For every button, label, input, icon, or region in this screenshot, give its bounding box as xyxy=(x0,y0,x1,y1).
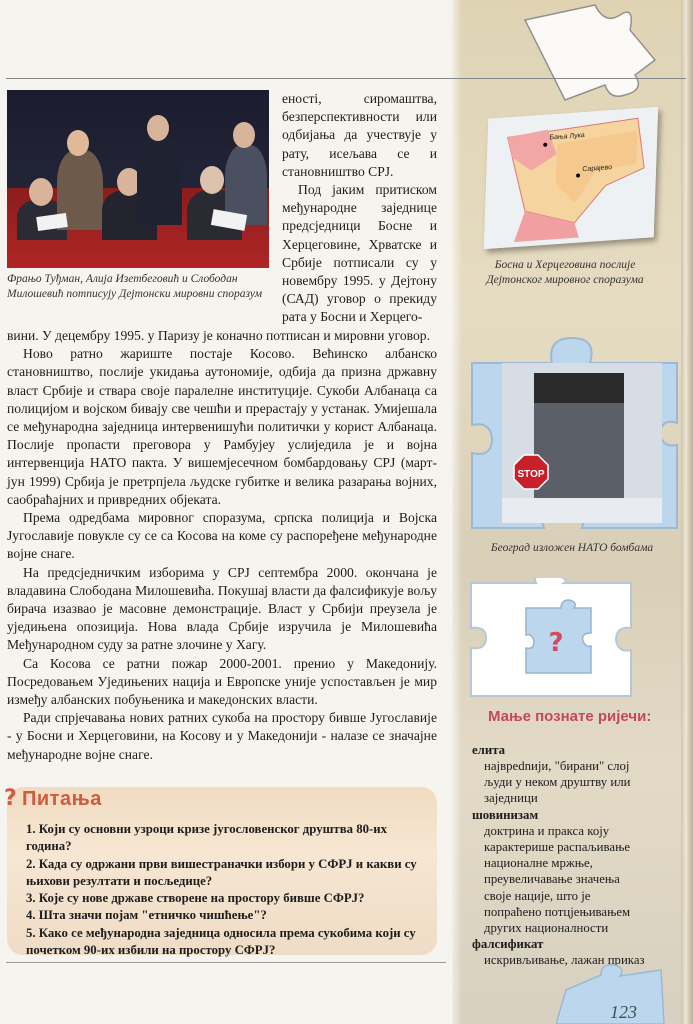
photo-caption: Фрањо Туђман, Алија Изетбеговић и Слободан Милошевић потписују Дејтонски мировни споразум xyxy=(7,273,263,300)
paragraph: На предсједничким изборима у СРЈ септембра 2000. окончана је владавина Слободана Милошевића. Покушај власти да фалсификује вољу бирача изазвао је масовне демонстрације. Власт у Србији преузела је уједињена опозиција. Нова влада Србије изручила је Милошевића Међународном суду за ратне злочине у Хагу. xyxy=(7,564,437,653)
question-item: 3. Које су нове државе створене на простору бивше СФРЈ? xyxy=(26,891,365,906)
glossary-title: Мање познате ријечи: xyxy=(488,708,652,725)
top-rule xyxy=(6,78,686,79)
dayton-signing-photo xyxy=(7,90,269,268)
map-label-sarajevo: Сарајево xyxy=(582,164,613,174)
glossary-definition: искривљивање, лажан приказ xyxy=(484,953,645,968)
bottom-rule xyxy=(6,962,446,963)
puzzle-piece-icon xyxy=(462,333,684,533)
puzzle-outline-icon xyxy=(505,0,693,110)
paragraph: Са Косова се ратни пожар 2000-2001. пренио у Македонију. Посредовањем Уједињених нација и Европске уније успостављен је мир између албанских побуњеника и македонских власти. xyxy=(7,655,437,708)
main-body-text xyxy=(7,327,437,764)
page-number: 123 xyxy=(610,1002,637,1022)
paragraph: Ново ратно жариште постаје Косово. Већинско албанско становништво, послије укидања аутономије, одбија да призна државну власт Србије и ствара своје паралелне институције. Сукоби Албанаца са полицијом и војском бивају све чешћи и прерастају у устанак. Умијешала се међународна заједница интервенишући политички у корист Албанаца. Послије пропасти преговора у Рамбујеу услиједила је и војна интервенција НАТО пакта. У вишемјесечном бомбардовању СРЈ (март-јун 1999) Србија је претрпјела људске губитке и велика разарања војних, саобраћајних и привредних објеката. xyxy=(7,346,437,507)
glossary-term: фалсификат xyxy=(472,937,544,952)
question-puzzle-icon xyxy=(466,578,636,698)
questions-list xyxy=(26,821,426,959)
paragraph: Према одредбама мировног споразума, српска полиција и Војска Југославије повукле су се са Косова на коме су распоређене међународне војне снаге. xyxy=(7,510,437,562)
bih-map xyxy=(484,107,658,249)
glossary-term: шовинизам xyxy=(472,807,539,822)
question-item: 2. Када су одржани први вишестраначки избори у СФРЈ и какви су њихови резултати и посљедице? xyxy=(26,856,417,888)
svg-text:?: ? xyxy=(548,628,564,658)
stop-sign-text: STOP xyxy=(517,469,545,480)
glossary-term: елита xyxy=(472,742,506,757)
upper-column-text xyxy=(282,90,437,327)
paragraph: Ради спрјечавања нових ратних сукоба на простору бивше Југославије - у Босни и Херцеговини, на Косову и у Македонији - налазе се значајне међународне војне снаге. xyxy=(7,710,437,762)
glossary-list xyxy=(472,742,647,969)
map-caption: Босна и Херцеговина послије Дејтонског мировног споразума xyxy=(486,259,644,286)
paragraph: вини. У децембру 1995. у Паризу је коначно потписан и мировни уговор. xyxy=(7,328,430,343)
question-mark-icon: ? xyxy=(4,786,17,811)
belgrade-caption: Београд изложен НАТО бомбама xyxy=(490,542,654,554)
paragraph: еностi, сиромаштва, безперспективности или одбијања да учествује у рату, исељава се и становништво СРЈ. xyxy=(282,91,437,179)
question-item: 1. Који су основни узроци кризе југословенског друштва 80-их година? xyxy=(26,822,388,854)
map-icon xyxy=(484,107,658,249)
questions-title: Питања xyxy=(22,788,102,810)
glossary-definition: најврednији, "бирани" слој људи у неком друштву или заједници xyxy=(484,759,631,806)
question-item: 4. Шта значи појам "етничко чишћење"? xyxy=(26,908,267,923)
paragraph: Под јаким притиском међународне заједнице предсједници Босне и Херцеговине, Хрватске и Србије потписали су у новембру 1995. у Дејтону (САД) уговор о прекиду рата у Босни и Херцего- xyxy=(282,182,437,325)
question-item: 5. Како се међународна заједница односила према сукобима који су почетком 90-их избили на простору СФРЈ? xyxy=(26,925,416,958)
map-label-banja-luka: Бања Лука xyxy=(549,131,585,142)
glossary-definition: доктрина и пракса коју карактерише распаљивање националне мржње, преувеличавање значења своје нације, што је попраћено потцјењивањем других националности xyxy=(484,823,631,936)
